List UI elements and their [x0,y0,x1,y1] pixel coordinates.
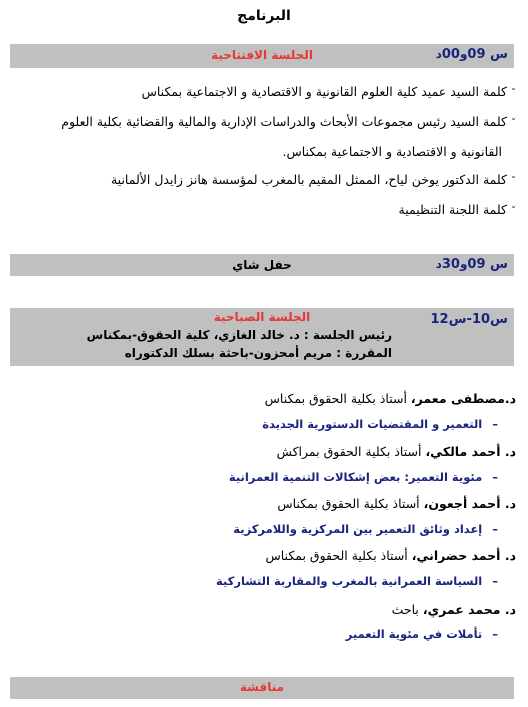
opening-items [12,78,516,226]
opening-session-title: الجلسة الافتتاحية [211,48,313,62]
speaker: د.مصطفى معمر، أستاذ بكلية الحقوق بمكناس [264,391,516,406]
morning-session-block [10,308,514,366]
morning-time: س10-س12 [430,312,508,327]
tea-break-label: حفل شاي [232,258,292,272]
tea-break-bar [10,254,514,276]
speaker: د. أحمد مالكي، أستاذ بكلية الحقوق بمراكش [276,444,516,459]
discussion-bar [10,677,514,699]
talk-title: –السياسة العمرانية بالمغرب والمقاربة التشاركية [215,574,498,588]
talk-title: –مئوية التعمير: بعض إشكالات التنمية العمرانية [228,470,498,484]
list-item: ˇكلمة السيد رئيس مجموعات الأبحاث والدراسات الإدارية والمالية والقضائية بكلية العلوم [61,114,516,129]
session-chair: رئيس الجلسة : د. خالد الغازي، كلية الحقوق-بمكناس [86,328,392,342]
talk-title: –التعمير و المقتضيات الدستورية الجديدة [262,417,498,431]
session-rapporteur: المقررة : مريم أمحزون-باحثة بسلك الدكتوراه [124,346,392,360]
tea-time: س 09و30د [435,257,508,272]
list-item: ˇكلمة الدكتور يوخن لياح، الممثل المقيم بالمغرب لمؤسسة هانز زايدل الألمانية [110,172,516,187]
page-title: البرنامج [237,8,291,24]
opening-session-bar [10,44,514,68]
morning-session-title: الجلسة الصباحية [213,310,311,324]
list-item: القانونية و الاقتصادية و الاجتماعية بمكناس. [282,144,502,159]
opening-time: س 09و00د [435,47,508,62]
talk-title: –إعداد وثائق التعمير بين المركزية واللامركزية [233,522,498,536]
speaker: د. أحمد حضراني، أستاذ بكلية الحقوق بمكناس [265,548,516,563]
talk-title: –تأملات في مئوية التعمير [345,627,498,641]
list-item: ˇكلمة اللجنة التنظيمية [398,202,516,217]
list-item: ˇكلمة السيد عميد كلية العلوم القانونية و الاقتصادية و الاجتماعية بمكناس [141,84,516,99]
discussion-label: مناقشة [239,680,285,694]
speaker: د. محمد عمري، باحث [391,602,516,617]
speaker: د. أحمد أجعون، أستاذ بكلية الحقوق بمكناس [277,496,516,511]
